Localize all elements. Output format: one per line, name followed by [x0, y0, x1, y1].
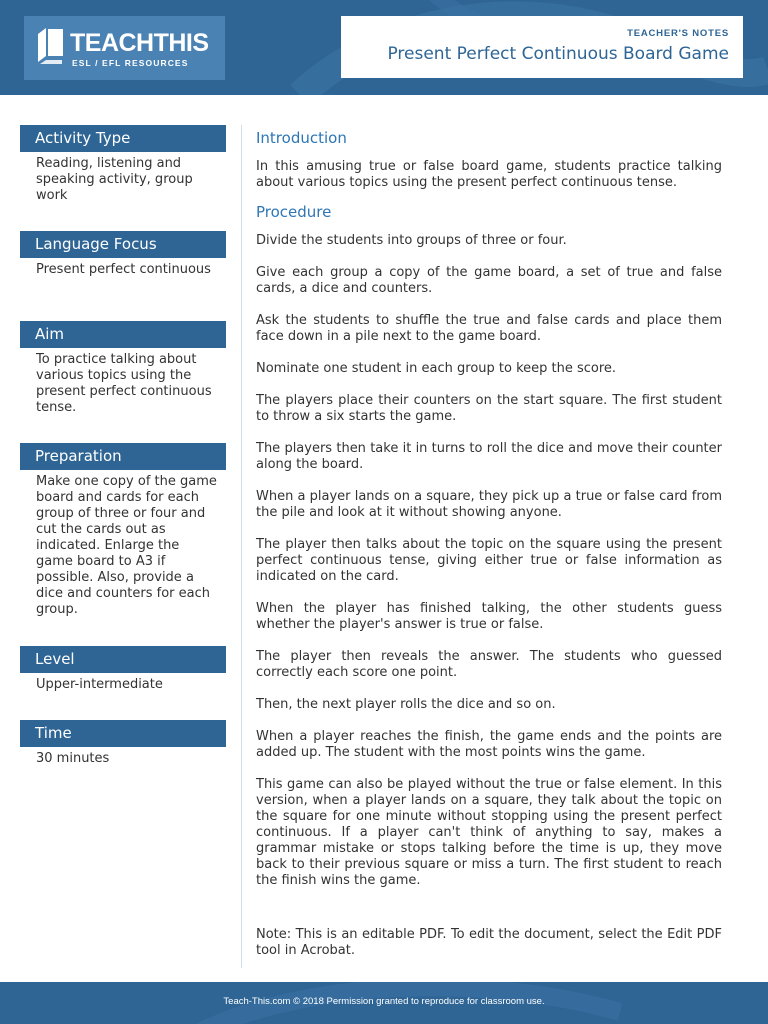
procedure-step: When a player lands on a square, they pick up a true or false card from the pile and look at it without showing anyone.: [256, 489, 722, 520]
page-footer: [0, 982, 768, 1024]
procedure-step: When a player reaches the finish, the game ends and the points are added up. The student with the most points wins the game.: [256, 729, 722, 760]
procedure-step: Ask the students to shuffle the true and false cards and place them face down in a pile next to the game board.: [256, 313, 722, 344]
title-panel: [341, 16, 743, 78]
sidebar-heading-aim: Aim: [20, 321, 226, 348]
procedure-step: The players place their counters on the start square. The first student to throw a six starts the game.: [256, 393, 722, 424]
sidebar-heading-time: Time: [20, 720, 226, 747]
logo-tagline: ESL / EFL RESOURCES: [72, 58, 189, 68]
procedure-step: Give each group a copy of the game board, a set of true and false cards, a dice and counters.: [256, 265, 722, 296]
procedure-step: Then, the next player rolls the dice and so on.: [256, 697, 556, 712]
editable-pdf-note: Note: This is an editable PDF. To edit the document, select the Edit PDF tool in Acrobat.: [256, 927, 722, 958]
sidebar-text-aim: To practice talking about various topics using the present perfect continuous tense.: [36, 352, 212, 415]
procedure-step: Nominate one student in each group to keep the score.: [256, 361, 617, 376]
book-logo-icon: [36, 26, 66, 66]
column-divider: [241, 125, 242, 968]
document-kicker: TEACHER'S NOTES: [627, 28, 729, 39]
procedure-step: The player then reveals the answer. The students who guessed correctly each score one point.: [256, 649, 722, 680]
introduction-text: In this amusing true or false board game, students practice talking about various topics using the present perfect continuous tense.: [256, 159, 722, 190]
procedure-step: The player then talks about the topic on the square using the present perfect continuous tense, giving either true or false information as indicated on the card.: [256, 537, 722, 584]
procedure-step: Divide the students into groups of three or four.: [256, 233, 567, 248]
procedure-step: When the player has finished talking, the other students guess whether the player's answer is true or false.: [256, 601, 722, 632]
procedure-step: This game can also be played without the true or false element. In this version, when a player lands on a square, they talk about the topic on the square for one minute without stopping using the present perfect continuous. If a player can't think of anything to say, makes a grammar mistake or stops talking before the time is up, they move back to their previous square or miss a turn. The first student to reach the finish wins the game.: [256, 777, 722, 888]
sidebar-text-preparation: Make one copy of the game board and cards for each group of three or four and cut the cards out as indicated. Enlarge the game board to A3 if possible. Also, provide a dice and counters for each group.: [36, 474, 217, 617]
sidebar-heading-activity-type: Activity Type: [20, 125, 226, 152]
main-content: [256, 128, 722, 959]
sidebar-text-language-focus: Present perfect continuous: [36, 262, 211, 277]
sidebar-heading-preparation: Preparation: [20, 443, 226, 470]
introduction-heading: Introduction: [256, 129, 347, 147]
page-header: [0, 0, 768, 95]
sidebar-text-time: 30 minutes: [36, 751, 110, 766]
logo-wordmark: TEACHTHIS: [70, 29, 209, 57]
brand-logo: [24, 16, 225, 80]
copyright-notice: Teach-This.com © 2018 Permission granted to reproduce for classroom use.: [223, 996, 545, 1007]
sidebar-heading-language-focus: Language Focus: [20, 231, 226, 258]
sidebar-heading-level: Level: [20, 646, 226, 673]
sidebar-text-activity-type: Reading, listening and speaking activity, group work: [36, 156, 193, 203]
sidebar-text-level: Upper-intermediate: [36, 677, 163, 692]
procedure-heading: Procedure: [256, 203, 332, 221]
document-title: Present Perfect Continuous Board Game: [387, 44, 729, 64]
procedure-step: The players then take it in turns to roll the dice and move their counter along the board.: [256, 441, 722, 472]
sidebar: [20, 125, 226, 771]
